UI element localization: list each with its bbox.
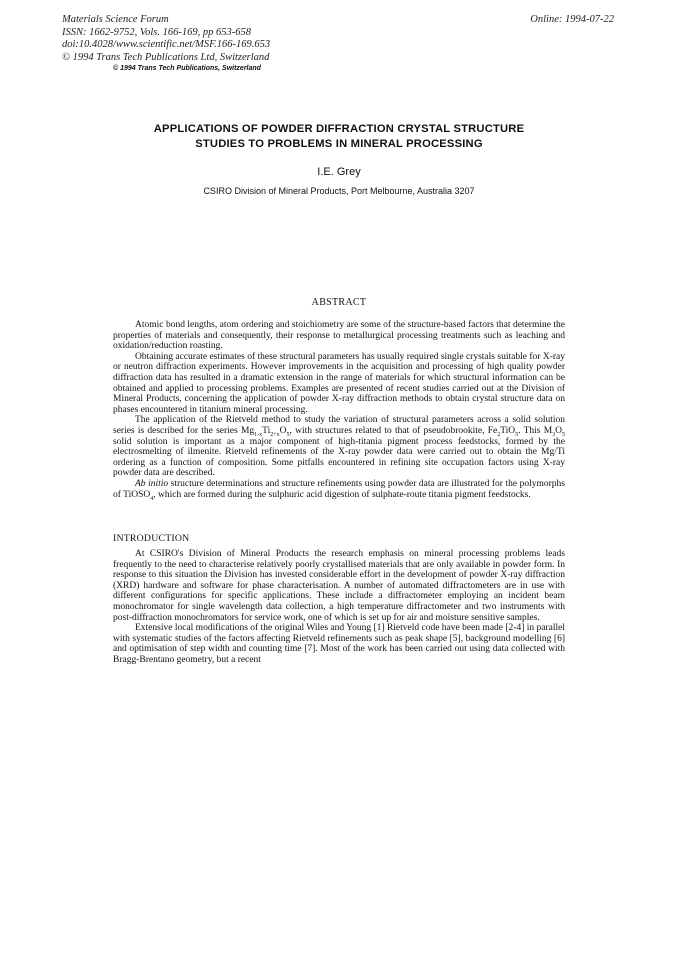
doi-line: doi:10.4028/www.scientific.net/MSF.166-169.653 bbox=[62, 39, 271, 51]
introduction-body bbox=[113, 549, 565, 666]
abstract-paragraph-3: The application of the Rietveld method to study the variation of structural parameters across a solid solution series is described for the series $Mg_{1-x}Ti_{2+x}O_5$, with structures related to that of pseudobrookite, $Fe_2TiO_5$. This $M_3O_5$ solid solution is important as a major component of high-titania pigment process feedstocks, formed by the electrosmelting of ilmenite. Rietveld refinements of the X-ray powder data were carried out to obtain the Mg/Ti ordering as a function of composition. Some pitfalls encountered in refining site occupation factors using X-ray powder data are described. bbox=[113, 415, 566, 479]
abstract-paragraph-2: Obtaining accurate estimates of these structural parameters has usually required single crystals suitable for X-ray or neutron diffraction experiments. However improvements in the acquisition and processing of high quality powder diffraction data has resulted in a dramatic extension in the range of materials for which structural information can be obtained and applied to processing problems. Examples are presented of recent studies carried out at the Division of Mineral Products, concerning the application of powder X-ray diffraction methods to obtain crystal structure data on phases encountered in titanium mineral processing. bbox=[113, 351, 565, 415]
author-name: I.E. Grey bbox=[317, 166, 361, 178]
author-affiliation: CSIRO Division of Mineral Products, Port Melbourne, Australia 3207 bbox=[203, 186, 475, 196]
introduction-paragraph-2: Extensive local modifications of the original Wiles and Young [1] Rietveld code have been made [2-4] in parallel with systematic studies of the factors affecting Rietveld refinements such as peak shape [5], background modelling [6] and optimisation of step width and counting time [7]. Most of the work has been carried out using data collected with Bragg-Brentano geometry, but a recent bbox=[113, 623, 565, 665]
abstract-paragraph-1: Atomic bond lengths, atom ordering and stoichiometry are some of the structure-based factors that determine the properties of materials and consequently, their response to metallurgical processing treatments such as leaching and oxidation/reduction roasting. bbox=[113, 320, 565, 352]
online-date: Online: 1994-07-22 bbox=[530, 14, 614, 25]
journal-name: Materials Science Forum bbox=[62, 14, 169, 25]
publisher-line: © 1994 Trans Tech Publications, Switzerland bbox=[113, 65, 261, 72]
introduction-paragraph-1: At CSIRO's Division of Mineral Products the research emphasis on mineral processing problems leads frequently to the need to characterise relatively poorly crystallised materials that are only available in powder form. In response to this situation the Division has invested considerable effort in the development of powder X-ray diffraction (XRD) hardware and software for phase characterisation. A number of automated diffractometers are in use with different configurations for specific applications. These include a diffractometer employing an incident beam monochromator for single wavelength data collection, a high temperature diffractometer and two instruments with post-diffraction monochromators for service work, one of which is set up for air and moisture sensitive samples. bbox=[113, 549, 565, 623]
paper-title bbox=[0, 122, 678, 152]
copyright-line: © 1994 Trans Tech Publications Ltd, Switzerland bbox=[62, 51, 270, 63]
abstract-paragraph-4: Ab initio structure determinations and structure refinements using powder data are illustrated for the polymorphs of TiOSO$_4$, which are formed during the sulphuric acid digestion of sulphate-route titania pigment feedstocks. bbox=[113, 478, 565, 502]
journal-header bbox=[62, 14, 270, 64]
formula-mg-ti-o5: $Mg_{1-x}Ti_{2+x}O_5$ bbox=[240, 425, 290, 438]
issn-line: ISSN: 1662-9752, Vols. 166-169, pp 653-658 bbox=[62, 26, 251, 38]
abstract-body bbox=[113, 320, 565, 500]
abstract-heading: ABSTRACT bbox=[311, 297, 367, 308]
title-line-1: APPLICATIONS OF POWDER DIFFRACTION CRYSTAL STRUCTURE bbox=[153, 123, 525, 135]
introduction-heading: INTRODUCTION bbox=[113, 533, 190, 544]
title-line-2: STUDIES TO PROBLEMS IN MINERAL PROCESSING bbox=[195, 138, 483, 150]
